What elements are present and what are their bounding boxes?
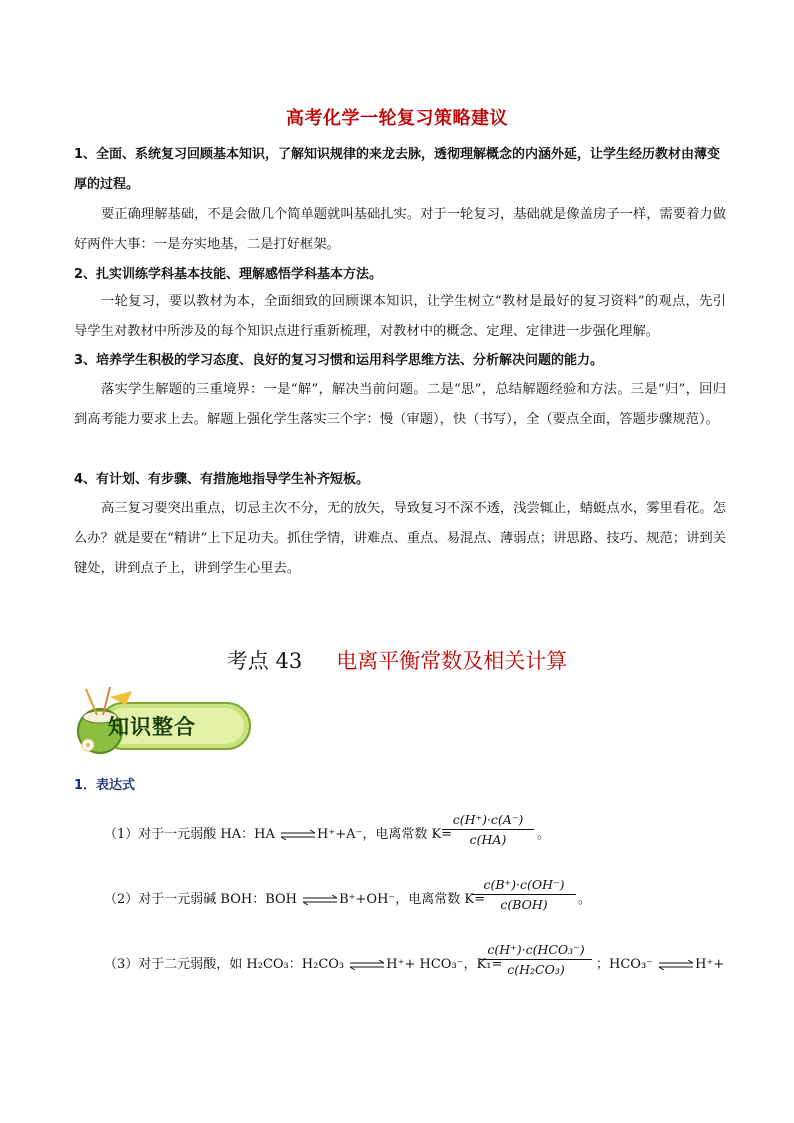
formula-3-tail [596, 953, 724, 972]
banner-label: 知识整合 [108, 714, 196, 739]
formula-3-denominator: c(H₂CO₃) [507, 962, 565, 977]
formula-1 [104, 823, 452, 842]
formula-2-numerator: c(B⁺)·c(OH⁻) [483, 877, 565, 892]
equilibrium-arrows-icon [302, 895, 338, 905]
formula-1-numerator: c(H⁺)·c(A⁻) [452, 812, 524, 827]
section-title [0, 645, 794, 675]
formula-2-fraction [472, 877, 576, 912]
formula-3-suffix: ；HCO₃⁻ [596, 957, 654, 972]
formula-2-suffix: 。 [578, 892, 592, 907]
formula-2-denominator: c(BOH) [500, 897, 548, 912]
equilibrium-arrows-icon [280, 830, 316, 840]
formula-3-prefix: （3）对于二元弱酸，如 H₂CO₃：H₂CO₃ [104, 957, 345, 972]
formula-1-fraction [442, 812, 534, 847]
strategy-2-body: 一轮复习，要以教材为本，全面细致的回顾课本知识，让学生树立“教材是最好的复习资料”的观点，先引导学生对教材中所涉及的每个知识点进行重新梳理，对教材中的概念、定理、定律进一步强化理解。 [74, 294, 726, 339]
strategy-2-heading: 2、扎实训练学科基本技能、理解感悟学科基本方法。 [74, 267, 383, 282]
formula-3 [104, 953, 502, 972]
formula-1-rhs: H⁺+A⁻，电离常数 K= [317, 827, 453, 842]
section-name: 电离平衡常数及相关计算 [336, 649, 568, 673]
formula-2-prefix: （2）对于一元弱碱 BOH：BOH [104, 892, 297, 907]
document-title: 高考化学一轮复习策略建议 [286, 108, 508, 129]
strategy-4-body: 高三复习要突出重点，切忌主次不分，无的放矢，导致复习不深不透，浅尝辄止，蜻蜓点水，雾里看花。怎么办？就是要在“精讲”上下足功夫。抓住学情，讲难点、重点、易混点、薄弱点；讲思路、技巧、规范；讲到关键处，讲到点子上，讲到学生心里去。 [74, 501, 726, 576]
formula-2-rhs: B⁺+OH⁻，电离常数 K= [339, 892, 486, 907]
strategy-1-body: 要正确理解基础，不是会做几个简单题就叫基础扎实。对于一轮复习，基础就是像盖房子一样，需要着力做好两件大事：一是夯实地基，二是打好框架。 [74, 207, 726, 252]
formula-1-prefix: （1）对于一元弱酸 HA：HA [104, 827, 275, 842]
formula-1-denominator: c(HA) [469, 832, 507, 847]
strategy-3-body: 落实学生解题的三重境界：一是“解”，解决当前问题。二是“思”，总结解题经验和方法。三是“归”，回归到高考能力要求上去。解题上强化学生落实三个字：慢（审题），快（书写），全（要点全面，答题步骤规范）。 [74, 382, 726, 427]
subsection-title: 1．表达式 [74, 778, 136, 793]
formula-3-fraction [480, 942, 592, 977]
equilibrium-arrows-icon [349, 960, 385, 970]
strategy-3-heading: 3、培养学生积极的学习态度、良好的复习习惯和运用科学思维方法、分析解决问题的能力。 [74, 353, 604, 368]
equilibrium-arrows-icon [658, 960, 694, 970]
formula-3-numerator: c(H⁺)·c(HCO₃⁻) [487, 942, 585, 957]
formula-3-tail-text: H⁺+ [695, 957, 725, 972]
formula-1-suffix: 。 [537, 827, 551, 842]
strategy-4-heading: 4、有计划、有步骤、有措施地指导学生补齐短板。 [74, 472, 370, 487]
formula-3-rhs: H⁺+ HCO₃⁻，K₁= [386, 957, 503, 972]
section-number: 考点 43 [226, 649, 303, 673]
strategy-1-heading: 1、全面、系统复习回顾基本知识，了解知识规律的来龙去脉，透彻理解概念的内涵外延，让学生经历教材由薄变厚的过程。 [74, 147, 721, 192]
formula-2 [104, 888, 485, 907]
